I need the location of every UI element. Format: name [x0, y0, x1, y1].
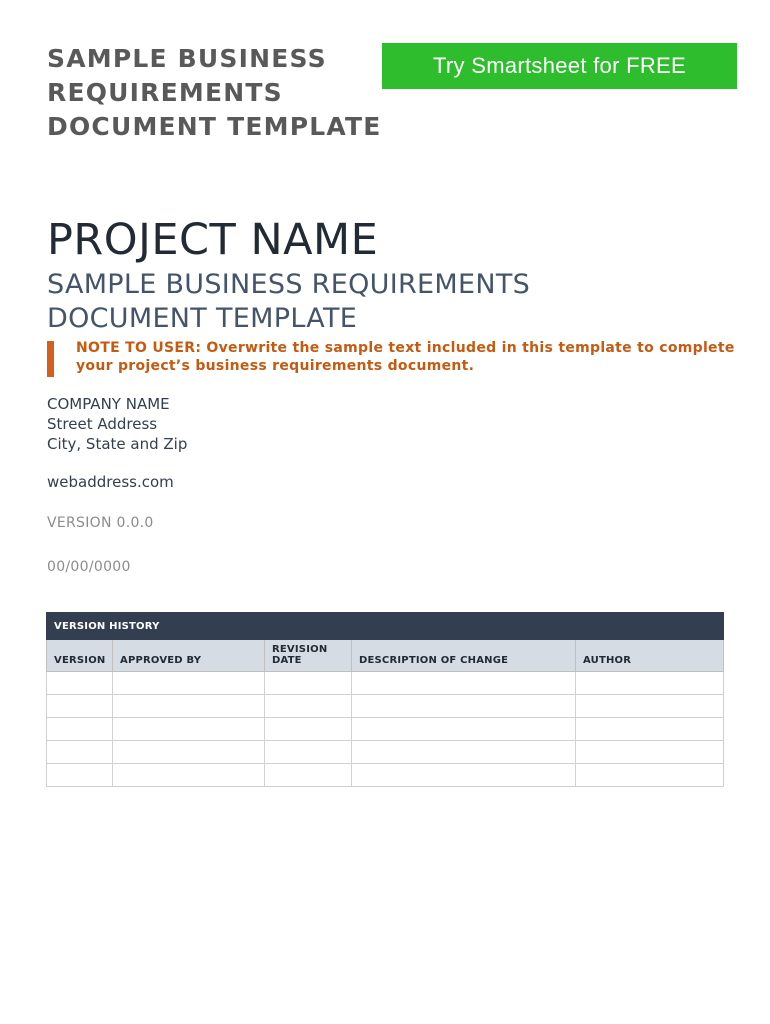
column-header-approved-by: APPROVED BY: [113, 640, 265, 672]
try-smartsheet-button[interactable]: Try Smartsheet for FREE: [382, 43, 737, 89]
table-cell[interactable]: [352, 718, 576, 741]
table-cell[interactable]: [47, 741, 113, 764]
street-address: Street Address: [47, 415, 158, 433]
column-header-revision-date: REVISION DATE: [265, 640, 352, 672]
table-row: [47, 718, 724, 741]
table-cell[interactable]: [113, 695, 265, 718]
table-cell[interactable]: [265, 672, 352, 695]
table-cell[interactable]: [576, 695, 724, 718]
table-cell[interactable]: [113, 672, 265, 695]
version-history-table: [46, 612, 724, 787]
column-header-version: VERSION: [47, 640, 113, 672]
table-cell[interactable]: [265, 741, 352, 764]
table-cell[interactable]: [265, 695, 352, 718]
table-cell[interactable]: [265, 718, 352, 741]
web-address: webaddress.com: [47, 473, 174, 491]
company-block: [47, 394, 187, 454]
table-cell[interactable]: [576, 764, 724, 787]
note-to-user: NOTE TO USER: Overwrite the sample text included in this template to complete your project’s business requirements document.: [76, 340, 735, 374]
table-cell[interactable]: [47, 718, 113, 741]
document-title: SAMPLE BUSINESS REQUIREMENTS DOCUMENT TEMPLATE: [47, 44, 382, 141]
project-name: PROJECT NAME: [47, 215, 379, 265]
table-row: [47, 764, 724, 787]
table-cell[interactable]: [352, 695, 576, 718]
version-number: VERSION 0.0.0: [47, 515, 154, 531]
note-accent-bar: [47, 341, 54, 377]
table-cell[interactable]: [113, 741, 265, 764]
table-cell[interactable]: [352, 741, 576, 764]
company-name: COMPANY NAME: [47, 395, 170, 413]
table-row: [47, 741, 724, 764]
column-header-author: AUTHOR: [576, 640, 724, 672]
version-history-title: VERSION HISTORY: [47, 613, 724, 640]
column-header-row: [47, 640, 724, 672]
table-cell[interactable]: [576, 718, 724, 741]
table-cell[interactable]: [47, 672, 113, 695]
table-cell[interactable]: [265, 764, 352, 787]
table-cell[interactable]: [352, 672, 576, 695]
document-subtitle: SAMPLE BUSINESS REQUIREMENTS DOCUMENT TEMPLATE: [47, 269, 531, 334]
table-cell[interactable]: [576, 672, 724, 695]
city-state-zip: City, State and Zip: [47, 435, 188, 453]
table-cell[interactable]: [113, 764, 265, 787]
table-row: [47, 672, 724, 695]
table-cell[interactable]: [47, 695, 113, 718]
document-date: 00/00/0000: [47, 559, 131, 575]
table-cell[interactable]: [47, 764, 113, 787]
table-cell[interactable]: [113, 718, 265, 741]
column-header-description: DESCRIPTION OF CHANGE: [352, 640, 576, 672]
table-row: [47, 695, 724, 718]
table-cell[interactable]: [352, 764, 576, 787]
table-cell[interactable]: [576, 741, 724, 764]
